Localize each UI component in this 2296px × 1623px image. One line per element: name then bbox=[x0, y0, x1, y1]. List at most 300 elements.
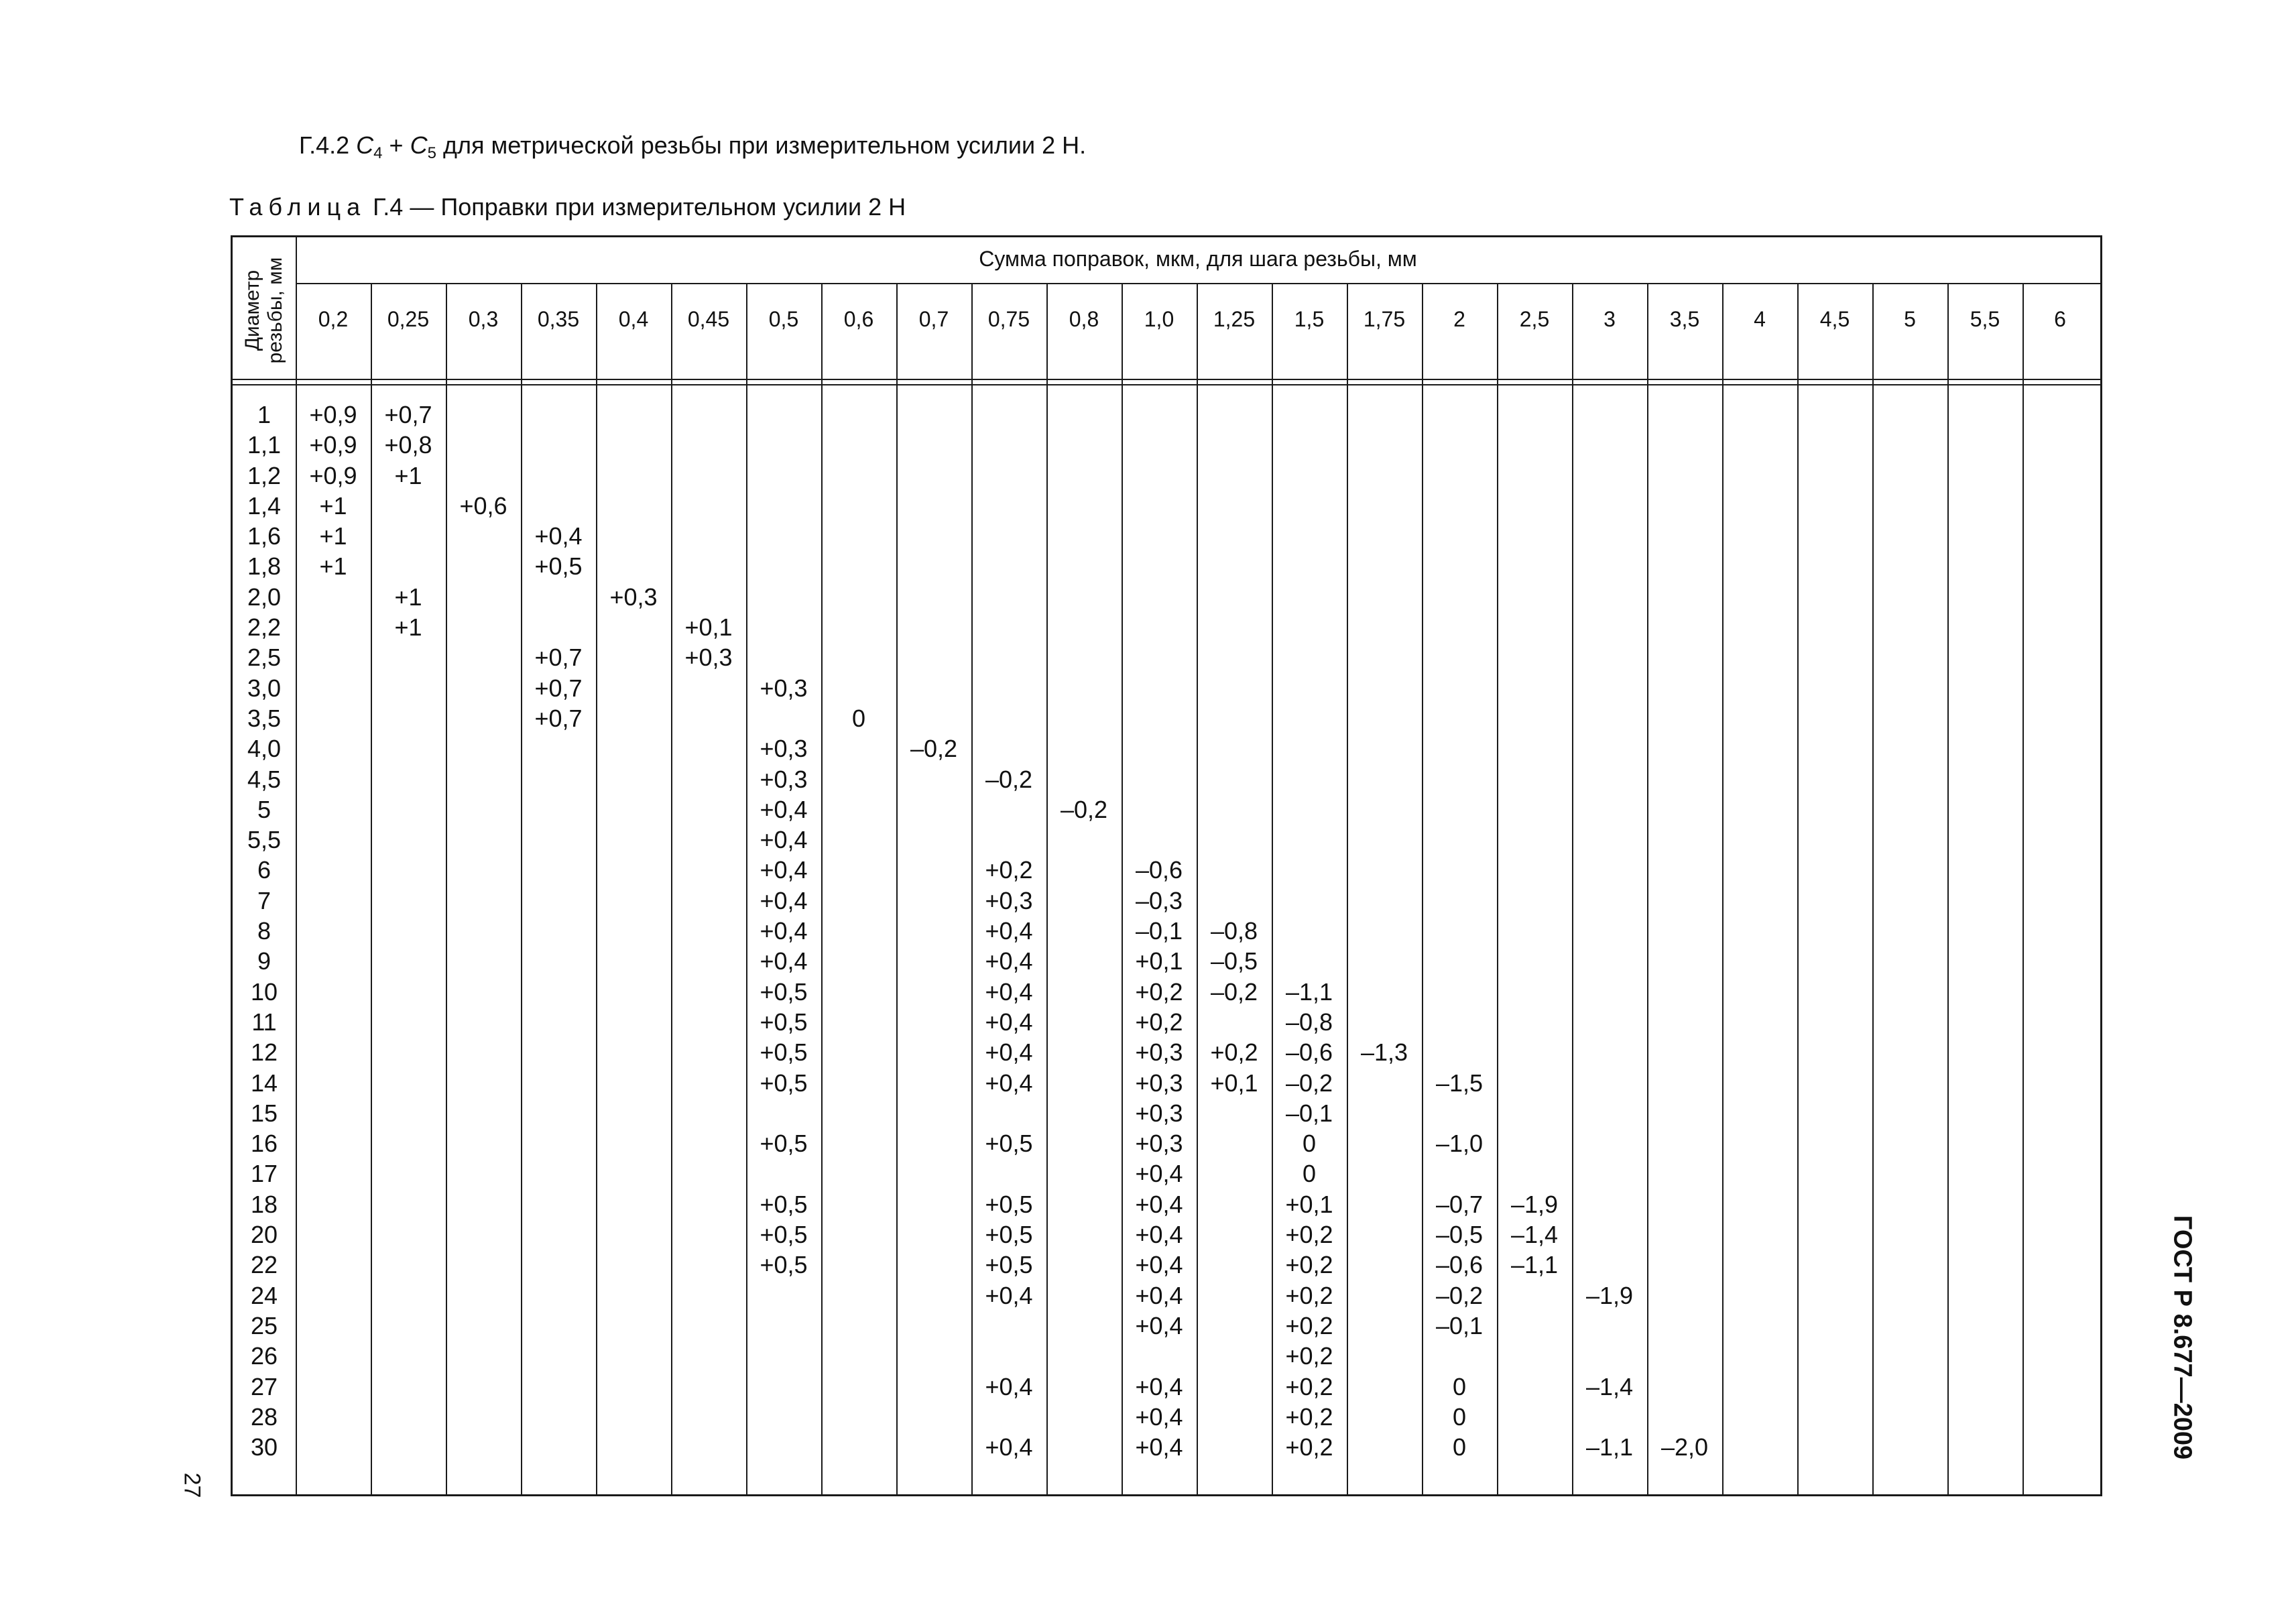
value-cell bbox=[896, 461, 971, 491]
value-cell bbox=[1497, 946, 1572, 976]
diameter-cell: 12 bbox=[250, 1038, 278, 1067]
diameter-cell: 5,5 bbox=[247, 826, 282, 854]
value-cell bbox=[296, 1311, 371, 1341]
subscript: 5 bbox=[427, 144, 436, 162]
value-cell bbox=[821, 1219, 896, 1250]
value-cell bbox=[1422, 1098, 1497, 1128]
diameter-cell: 30 bbox=[250, 1433, 278, 1461]
value-cell bbox=[1872, 1372, 1947, 1402]
value-cell bbox=[521, 733, 596, 764]
pitch-header: 4 bbox=[1754, 307, 1766, 331]
value-cell: +0,2 bbox=[1285, 1372, 1333, 1400]
value-cell: +0,4 bbox=[1135, 1190, 1183, 1218]
value-cell bbox=[1197, 1250, 1272, 1280]
value-cell bbox=[596, 977, 671, 1007]
value-cell bbox=[1947, 977, 2022, 1007]
value-cell bbox=[1647, 1037, 1722, 1067]
value-cell bbox=[1572, 855, 1647, 885]
value-cell bbox=[1797, 1341, 1872, 1371]
value-cell bbox=[746, 521, 821, 551]
value-cell bbox=[1722, 825, 1797, 855]
value-cell bbox=[1797, 1311, 1872, 1341]
value-cell: +0,3 bbox=[1135, 1038, 1183, 1067]
value-cell bbox=[296, 1007, 371, 1037]
value-cell bbox=[521, 1037, 596, 1067]
value-cell bbox=[1947, 916, 2022, 946]
value-cell bbox=[2022, 521, 2098, 551]
value-cell bbox=[296, 916, 371, 946]
value-cell bbox=[1422, 491, 1497, 521]
value-cell bbox=[1722, 612, 1797, 642]
value-cell bbox=[1797, 977, 1872, 1007]
value-cell bbox=[1797, 855, 1872, 885]
value-cell: +0,2 bbox=[1135, 977, 1183, 1006]
value-cell bbox=[1497, 916, 1572, 946]
value-cell bbox=[371, 703, 446, 733]
value-cell bbox=[1046, 1219, 1122, 1250]
value-cell: +0,5 bbox=[760, 977, 808, 1006]
value-cell bbox=[1046, 673, 1122, 703]
value-cell bbox=[1422, 521, 1497, 551]
value-cell bbox=[671, 551, 746, 581]
value-cell: +0,3 bbox=[760, 765, 808, 793]
value-cell bbox=[896, 1432, 971, 1462]
value-cell bbox=[1872, 1341, 1947, 1371]
value-cell bbox=[821, 430, 896, 460]
value-cell bbox=[746, 703, 821, 733]
diameter-cell: 1,2 bbox=[247, 461, 282, 489]
diameter-header-line: резьбы, мм bbox=[264, 257, 286, 364]
diameter-cell: 28 bbox=[250, 1402, 278, 1431]
value-cell bbox=[821, 461, 896, 491]
value-cell bbox=[1272, 642, 1347, 672]
value-cell bbox=[2022, 916, 2098, 946]
value-cell bbox=[1046, 1372, 1122, 1402]
value-cell bbox=[371, 521, 446, 551]
value-cell bbox=[1422, 461, 1497, 491]
value-cell bbox=[296, 1128, 371, 1158]
heading-text: для метрической резьбы при измерительном усилии 2 Н. bbox=[442, 131, 1087, 159]
value-cell bbox=[1422, 703, 1497, 733]
value-cell bbox=[1497, 1158, 1572, 1189]
value-cell bbox=[296, 1432, 371, 1462]
value-cell bbox=[896, 1098, 971, 1128]
value-cell bbox=[1497, 551, 1572, 581]
value-cell bbox=[1197, 825, 1272, 855]
value-cell bbox=[1722, 1402, 1797, 1432]
value-cell bbox=[446, 521, 521, 551]
value-cell bbox=[1197, 400, 1272, 430]
value-cell bbox=[1797, 1068, 1872, 1098]
value-cell bbox=[521, 400, 596, 430]
value-cell bbox=[1122, 400, 1197, 430]
value-cell bbox=[1872, 886, 1947, 916]
pitch-header: 1,0 bbox=[1144, 307, 1174, 331]
value-cell bbox=[446, 1341, 521, 1371]
value-cell: +0,5 bbox=[534, 552, 583, 581]
value-cell bbox=[2022, 1341, 2098, 1371]
value-cell bbox=[1046, 1341, 1122, 1371]
value-cell bbox=[371, 1128, 446, 1158]
value-cell bbox=[1347, 1189, 1422, 1219]
value-cell bbox=[896, 1128, 971, 1158]
value-cell bbox=[1947, 582, 2022, 612]
diameter-cell: 2,5 bbox=[247, 644, 282, 672]
value-cell bbox=[521, 1219, 596, 1250]
value-cell bbox=[596, 794, 671, 825]
subscript: 4 bbox=[373, 144, 383, 162]
value-cell bbox=[821, 1341, 896, 1371]
value-cell bbox=[1947, 1098, 2022, 1128]
value-cell bbox=[1797, 946, 1872, 976]
value-cell bbox=[746, 642, 821, 672]
value-cell bbox=[1947, 1402, 2022, 1432]
value-cell bbox=[1797, 1007, 1872, 1037]
value-cell bbox=[521, 1007, 596, 1037]
value-cell bbox=[446, 1250, 521, 1280]
value-cell bbox=[1572, 764, 1647, 794]
value-cell bbox=[521, 825, 596, 855]
value-cell bbox=[746, 1158, 821, 1189]
value-cell bbox=[371, 977, 446, 1007]
value-cell bbox=[821, 642, 896, 672]
value-cell bbox=[1347, 1158, 1422, 1189]
value-cell bbox=[971, 612, 1046, 642]
value-cell bbox=[2022, 1189, 2098, 1219]
value-cell bbox=[1497, 430, 1572, 460]
value-cell bbox=[296, 764, 371, 794]
value-cell bbox=[2022, 1037, 2098, 1067]
value-cell: +0,1 bbox=[1210, 1069, 1258, 1097]
value-cell bbox=[1347, 1311, 1422, 1341]
table-title: — Поправки при измерительном усилии 2 Н bbox=[410, 193, 906, 221]
value-cell bbox=[371, 1372, 446, 1402]
value-cell bbox=[1497, 612, 1572, 642]
value-cell bbox=[296, 1280, 371, 1311]
value-cell bbox=[596, 1311, 671, 1341]
diameter-cell: 1,8 bbox=[247, 552, 282, 581]
diameter-cell: 25 bbox=[250, 1311, 278, 1339]
value-cell bbox=[1347, 1098, 1422, 1128]
value-cell bbox=[296, 612, 371, 642]
value-cell bbox=[1272, 491, 1347, 521]
pitch-header: 1,75 bbox=[1363, 307, 1406, 331]
value-cell bbox=[1347, 1068, 1422, 1098]
pitch-header: 0,5 bbox=[768, 307, 799, 331]
value-cell bbox=[1122, 491, 1197, 521]
value-cell bbox=[446, 825, 521, 855]
value-cell bbox=[2022, 825, 2098, 855]
value-cell bbox=[1347, 1280, 1422, 1311]
value-cell bbox=[1647, 1098, 1722, 1128]
value-cell bbox=[521, 855, 596, 885]
value-cell bbox=[1197, 551, 1272, 581]
value-cell bbox=[596, 1007, 671, 1037]
value-cell bbox=[1872, 703, 1947, 733]
value-cell bbox=[446, 1372, 521, 1402]
value-cell bbox=[1046, 400, 1122, 430]
value-cell: +0,1 bbox=[1285, 1190, 1333, 1218]
value-cell: +0,9 bbox=[309, 431, 357, 459]
value-cell bbox=[1947, 430, 2022, 460]
value-cell bbox=[821, 1311, 896, 1341]
value-cell bbox=[1347, 582, 1422, 612]
value-cell bbox=[1347, 977, 1422, 1007]
value-cell: +0,3 bbox=[1135, 1099, 1183, 1127]
value-cell bbox=[371, 1007, 446, 1037]
value-cell bbox=[296, 673, 371, 703]
value-cell bbox=[1947, 825, 2022, 855]
value-cell bbox=[1046, 551, 1122, 581]
value-cell bbox=[1046, 1189, 1122, 1219]
value-cell bbox=[896, 794, 971, 825]
value-cell bbox=[521, 1250, 596, 1280]
value-cell bbox=[521, 1311, 596, 1341]
value-cell bbox=[1497, 1372, 1572, 1402]
pitch-header: 4,5 bbox=[1819, 307, 1850, 331]
value-cell bbox=[1046, 1311, 1122, 1341]
value-cell bbox=[1647, 886, 1722, 916]
value-cell bbox=[1572, 461, 1647, 491]
value-cell bbox=[1572, 977, 1647, 1007]
value-cell: +0,7 bbox=[534, 674, 583, 702]
value-cell bbox=[2022, 1007, 2098, 1037]
value-cell bbox=[521, 794, 596, 825]
value-cell bbox=[371, 1037, 446, 1067]
value-cell: –0,3 bbox=[1135, 886, 1183, 914]
diameter-cell: 1,1 bbox=[247, 431, 282, 459]
value-cell bbox=[821, 1432, 896, 1462]
diameter-cell: 20 bbox=[250, 1221, 278, 1249]
value-cell: +1 bbox=[319, 522, 347, 550]
value-cell bbox=[446, 582, 521, 612]
value-cell bbox=[596, 1098, 671, 1128]
value-cell bbox=[1722, 1432, 1797, 1462]
value-cell bbox=[1347, 1402, 1422, 1432]
value-cell bbox=[296, 1158, 371, 1189]
diameter-cell: 14 bbox=[250, 1069, 278, 1097]
diameter-cell: 3,5 bbox=[247, 704, 282, 732]
value-cell: –1,4 bbox=[1510, 1221, 1559, 1249]
pitch-header: 0,35 bbox=[537, 307, 580, 331]
value-cell: +0,5 bbox=[760, 1069, 808, 1097]
value-cell bbox=[1947, 491, 2022, 521]
value-cell bbox=[2022, 1311, 2098, 1341]
value-cell: +0,3 bbox=[985, 886, 1033, 914]
value-cell bbox=[1197, 1189, 1272, 1219]
value-cell bbox=[896, 1007, 971, 1037]
value-cell bbox=[1347, 430, 1422, 460]
pitch-header: 5,5 bbox=[1970, 307, 2000, 331]
value-cell bbox=[1947, 1037, 2022, 1067]
value-cell bbox=[1046, 491, 1122, 521]
value-cell bbox=[896, 1280, 971, 1311]
value-column bbox=[1722, 400, 1797, 1462]
value-cell bbox=[1272, 855, 1347, 885]
value-cell: +0,4 bbox=[985, 917, 1033, 945]
value-cell bbox=[371, 794, 446, 825]
value-cell: +0,4 bbox=[985, 947, 1033, 975]
value-cell bbox=[1347, 886, 1422, 916]
pitch-header: 0,4 bbox=[618, 307, 649, 331]
value-cell bbox=[971, 461, 1046, 491]
value-cell bbox=[296, 1219, 371, 1250]
value-cell bbox=[1722, 1250, 1797, 1280]
value-cell bbox=[671, 855, 746, 885]
value-cell bbox=[1122, 642, 1197, 672]
value-cell bbox=[1722, 855, 1797, 885]
value-cell: +0,4 bbox=[985, 1281, 1033, 1309]
value-cell bbox=[2022, 582, 2098, 612]
value-cell bbox=[1572, 1189, 1647, 1219]
value-cell bbox=[1046, 1128, 1122, 1158]
value-cell bbox=[1947, 1372, 2022, 1402]
value-cell: +0,4 bbox=[534, 522, 583, 550]
value-cell bbox=[1872, 1128, 1947, 1158]
value-cell: +0,2 bbox=[1285, 1221, 1333, 1249]
value-cell bbox=[1797, 430, 1872, 460]
value-cell bbox=[596, 1432, 671, 1462]
value-cell bbox=[1122, 582, 1197, 612]
value-cell bbox=[446, 703, 521, 733]
value-cell bbox=[1197, 430, 1272, 460]
value-cell bbox=[371, 825, 446, 855]
value-cell bbox=[1272, 461, 1347, 491]
value-cell bbox=[746, 1402, 821, 1432]
value-cell bbox=[821, 400, 896, 430]
value-cell bbox=[671, 1068, 746, 1098]
value-cell bbox=[971, 642, 1046, 672]
value-cell bbox=[1347, 1341, 1422, 1371]
header-bottom-rule bbox=[233, 384, 2100, 385]
value-cell bbox=[1797, 1037, 1872, 1067]
value-cell bbox=[1797, 916, 1872, 946]
value-cell bbox=[1347, 400, 1422, 430]
value-cell: +0,3 bbox=[1135, 1130, 1183, 1158]
value-cell bbox=[2022, 1158, 2098, 1189]
value-cell bbox=[1872, 946, 1947, 976]
value-cell: +0,5 bbox=[760, 1038, 808, 1067]
value-cell bbox=[446, 461, 521, 491]
value-cell bbox=[1722, 1007, 1797, 1037]
value-cell bbox=[896, 1037, 971, 1067]
value-cell bbox=[1347, 461, 1422, 491]
value-cell bbox=[371, 1341, 446, 1371]
value-cell bbox=[1722, 1158, 1797, 1189]
value-cell bbox=[1722, 764, 1797, 794]
value-cell: +0,2 bbox=[985, 856, 1033, 884]
value-cell bbox=[1797, 1098, 1872, 1128]
value-cell bbox=[1572, 703, 1647, 733]
value-cell bbox=[1197, 1280, 1272, 1311]
value-cell bbox=[896, 1158, 971, 1189]
value-cell bbox=[821, 946, 896, 976]
value-cell bbox=[1647, 764, 1722, 794]
value-cell bbox=[1947, 764, 2022, 794]
value-cell bbox=[971, 1311, 1046, 1341]
value-cell bbox=[1497, 521, 1572, 551]
value-cell: +0,4 bbox=[1135, 1402, 1183, 1431]
pitch-header: 3,5 bbox=[1669, 307, 1700, 331]
value-cell bbox=[1647, 1311, 1722, 1341]
value-cell bbox=[1647, 733, 1722, 764]
value-cell bbox=[2022, 1219, 2098, 1250]
value-cell bbox=[596, 1068, 671, 1098]
value-cell: +0,4 bbox=[760, 856, 808, 884]
value-cell bbox=[1872, 1068, 1947, 1098]
value-cell bbox=[521, 1402, 596, 1432]
value-cell bbox=[446, 886, 521, 916]
diameter-cell: 2,2 bbox=[247, 613, 282, 642]
value-cell bbox=[1797, 703, 1872, 733]
value-cell bbox=[1797, 886, 1872, 916]
value-cell bbox=[821, 1068, 896, 1098]
value-cell bbox=[296, 703, 371, 733]
value-cell: –0,2 bbox=[1210, 977, 1258, 1006]
value-cell bbox=[821, 673, 896, 703]
value-cell bbox=[1272, 400, 1347, 430]
value-cell bbox=[1272, 430, 1347, 460]
value-column bbox=[1647, 400, 1722, 1462]
value-cell: 0 bbox=[1452, 1433, 1467, 1461]
value-cell bbox=[296, 1068, 371, 1098]
value-cell bbox=[1422, 1158, 1497, 1189]
value-cell: +0,3 bbox=[609, 583, 658, 611]
value-cell bbox=[1497, 1007, 1572, 1037]
value-cell bbox=[1722, 491, 1797, 521]
value-cell bbox=[821, 551, 896, 581]
value-cell bbox=[446, 1219, 521, 1250]
value-cell bbox=[596, 946, 671, 976]
value-cell bbox=[371, 733, 446, 764]
value-cell: 0 bbox=[1302, 1160, 1317, 1188]
page-number: 27 bbox=[179, 1472, 205, 1498]
pitch-header: 2 bbox=[1453, 307, 1465, 331]
value-cell bbox=[446, 794, 521, 825]
value-cell bbox=[2022, 886, 2098, 916]
value-cell bbox=[1197, 733, 1272, 764]
value-cell: +0,5 bbox=[985, 1190, 1033, 1218]
value-cell bbox=[1722, 461, 1797, 491]
value-cell bbox=[971, 551, 1046, 581]
value-cell bbox=[446, 977, 521, 1007]
value-cell bbox=[1947, 1068, 2022, 1098]
value-cell bbox=[1422, 582, 1497, 612]
value-cell bbox=[1647, 1158, 1722, 1189]
value-cell bbox=[1046, 1250, 1122, 1280]
value-cell bbox=[1647, 1007, 1722, 1037]
value-cell bbox=[296, 1402, 371, 1432]
value-cell bbox=[1572, 1311, 1647, 1341]
value-cell bbox=[596, 1128, 671, 1158]
value-cell bbox=[1197, 703, 1272, 733]
value-cell bbox=[1497, 733, 1572, 764]
value-cell bbox=[446, 1098, 521, 1128]
value-cell bbox=[1347, 491, 1422, 521]
value-cell bbox=[1497, 977, 1572, 1007]
value-cell bbox=[1947, 1250, 2022, 1280]
symbol-c: C bbox=[356, 131, 374, 159]
value-column bbox=[1872, 400, 1947, 1462]
value-cell bbox=[1872, 461, 1947, 491]
value-cell bbox=[1122, 764, 1197, 794]
value-cell bbox=[821, 1128, 896, 1158]
value-cell bbox=[521, 582, 596, 612]
value-cell bbox=[896, 491, 971, 521]
value-cell bbox=[1497, 1068, 1572, 1098]
value-cell bbox=[671, 1341, 746, 1371]
value-cell: +0,5 bbox=[985, 1130, 1033, 1158]
